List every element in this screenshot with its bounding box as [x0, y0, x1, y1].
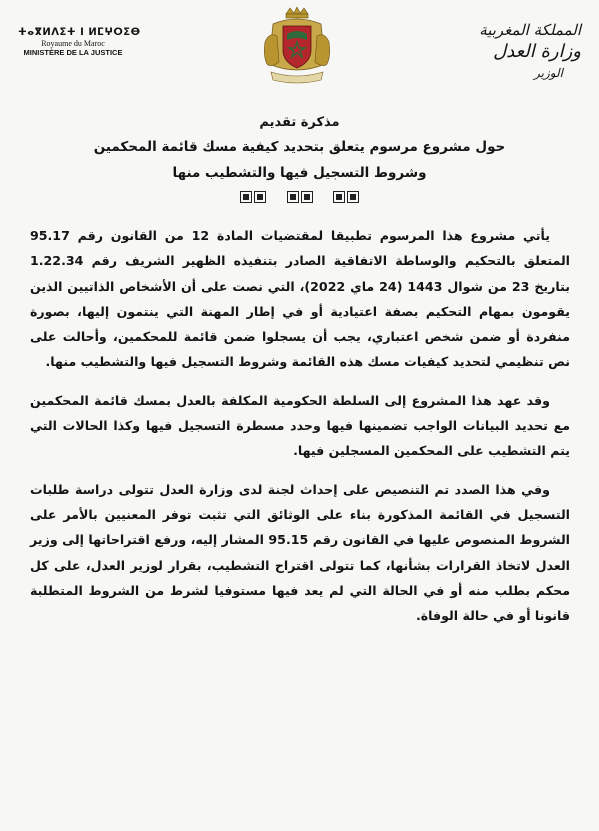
subject-line-1: حول مشروع مرسوم يتعلق بتحديد كيفية مسك قائمة المحكمين	[93, 139, 506, 155]
ornament-group	[286, 191, 314, 206]
ministry-french-header	[18, 27, 141, 57]
document-title-block	[0, 112, 599, 186]
ministere-text: MINISTÈRE DE LA JUSTICE	[23, 48, 123, 57]
ornament-divider	[0, 191, 599, 206]
ornament-group	[239, 191, 267, 206]
tifinagh-text: ⵜⴰⴳⵍⴷⵉⵜ ⵏ ⵍⵎⵖⵔⵉⴱ	[18, 27, 141, 38]
memo-title: مذكرة تقديم	[259, 115, 340, 130]
paragraph-1: يأتي مشروع هذا المرسوم تطبيقا لمقتضيات المادة 12 من القانون رقم 95.17 المتعلق بالتحكيم والوساطة الاتفاقية الصادر بتنفيذه الظهير الشريف رقم 1.22.34 بتاريخ 23 من شوال 1443 (24 ماي 2022)، التي نصت على أن الأشخاص الذاتيين الذين يقومون بمهام التحكيم بصفة اعتيادية أو في إطار المهنة التي ينتمون إليها، بصورة منفردة أو ضمن شخص اعتباري، يجب أن يسجلوا ضمن قائمة للمحكمين، وأحالت على نص تنظيمي لتحديد كيفيات مسك هذه القائمة وشروط التسجيل فيها والتشطيب منها.	[30, 228, 571, 370]
arabic-kingdom-text: المملكة المغربية	[479, 21, 581, 39]
subject-line-2: وشروط التسجيل فيها والتشطيب منها	[172, 165, 427, 181]
paragraph-3: وفي هذا الصدد تم التنصيص على إحداث لجنة لدى وزارة العدل تتولى دراسة طلبات التسجيل في القائمة المذكورة بناء على الوثائق التي تثبت توفر المعنيين بالأمر على الشروط المنصوص عليها في القانون رقم 95.15 المشار إليه، ورفع اقتراحاتها إلى وزير العدل لاتخاذ القرارات بشأنها، كما تتولى اقتراح التشطيب، بقرار لوزير العدل، على كل محكم بطلب منه أو في الحالة التي لم يعد فيها مستوفيا لشرط من الشروط المتطلبة قانونا أو في حالة الوفاة.	[30, 481, 570, 624]
arabic-minister-text: الوزير	[534, 66, 563, 80]
memo-body	[30, 223, 570, 628]
royal-coat-of-arms-icon	[259, 6, 335, 86]
arabic-ministry-text: وزارة العدل	[493, 41, 581, 62]
ornament-group	[332, 191, 360, 206]
paragraph-2: وقد عهد هذا المشروع إلى السلطة الحكومية المكلفة بالعدل بمسك قائمة المحكمين مع تحديد البيانات الواجب تضمينها فيها وحدد مسطرة التسجيل فيها وكذا الحالات التي يتم التشطيب على المحكمين المسجلين فيها.	[30, 392, 570, 459]
royaume-text: Royaume du Maroc	[41, 39, 105, 48]
ministry-arabic-header	[461, 20, 581, 82]
